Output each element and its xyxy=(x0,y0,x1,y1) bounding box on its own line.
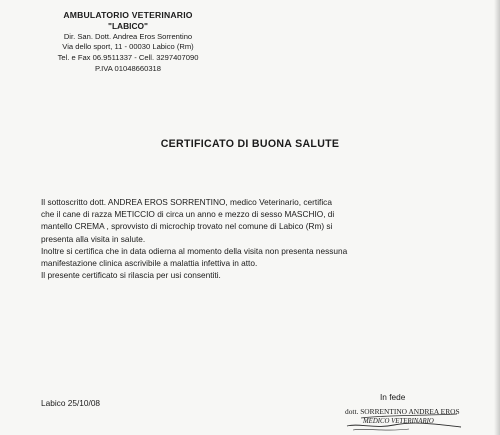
clinic-name: AMBULATORIO VETERINARIO xyxy=(63,10,193,20)
clinic-address: Via dello sport, 11 - 00030 Labico (Rm) xyxy=(62,42,194,52)
stamp-title: MEDICO VETERINARIO xyxy=(363,418,434,425)
page-edge-shadow xyxy=(494,0,500,435)
clinic-vat: P.IVA 01048660318 xyxy=(94,63,162,73)
clinic-phone: Tel. e Fax 06.9511337 - Cell. 3297407090 xyxy=(57,53,199,63)
certificate-body xyxy=(41,196,477,281)
place-and-date: Labico 25/10/08 xyxy=(41,398,101,408)
in-fede-label: In fede xyxy=(380,392,406,402)
body-line: presenta alla visita in salute. xyxy=(41,233,146,244)
document-title: CERTIFICATO DI BUONA SALUTE xyxy=(160,138,340,150)
body-line: che il cane di razza METICCIO di circa un anno e mezzo di sesso MASCHIO, di xyxy=(41,209,335,220)
clinic-subtitle: "LABICO" xyxy=(107,20,149,31)
body-line: Inoltre si certifica che in data odierna al momento della visita non presenta nessuna xyxy=(41,245,348,256)
body-line: manifestazione clinica ascrivibile a malattia infettiva in atto. xyxy=(41,258,258,269)
stamp-name: dott. SORRENTINO ANDREA EROS xyxy=(345,407,460,416)
body-line: mantello CREMA , sprovvisto di microchip trovato nel comune di Labico (Rm) si xyxy=(41,221,333,232)
clinic-letterhead xyxy=(28,10,228,75)
body-line: Il sottoscritto dott. ANDREA EROS SORRENTINO, medico Veterinario, certifica xyxy=(41,197,332,207)
body-line: Il presente certificato si rilascia per usi consentiti. xyxy=(41,270,221,281)
clinic-director: Dir. San. Dott. Andrea Eros Sorrentino xyxy=(63,31,193,41)
signature-stamp xyxy=(339,407,469,435)
